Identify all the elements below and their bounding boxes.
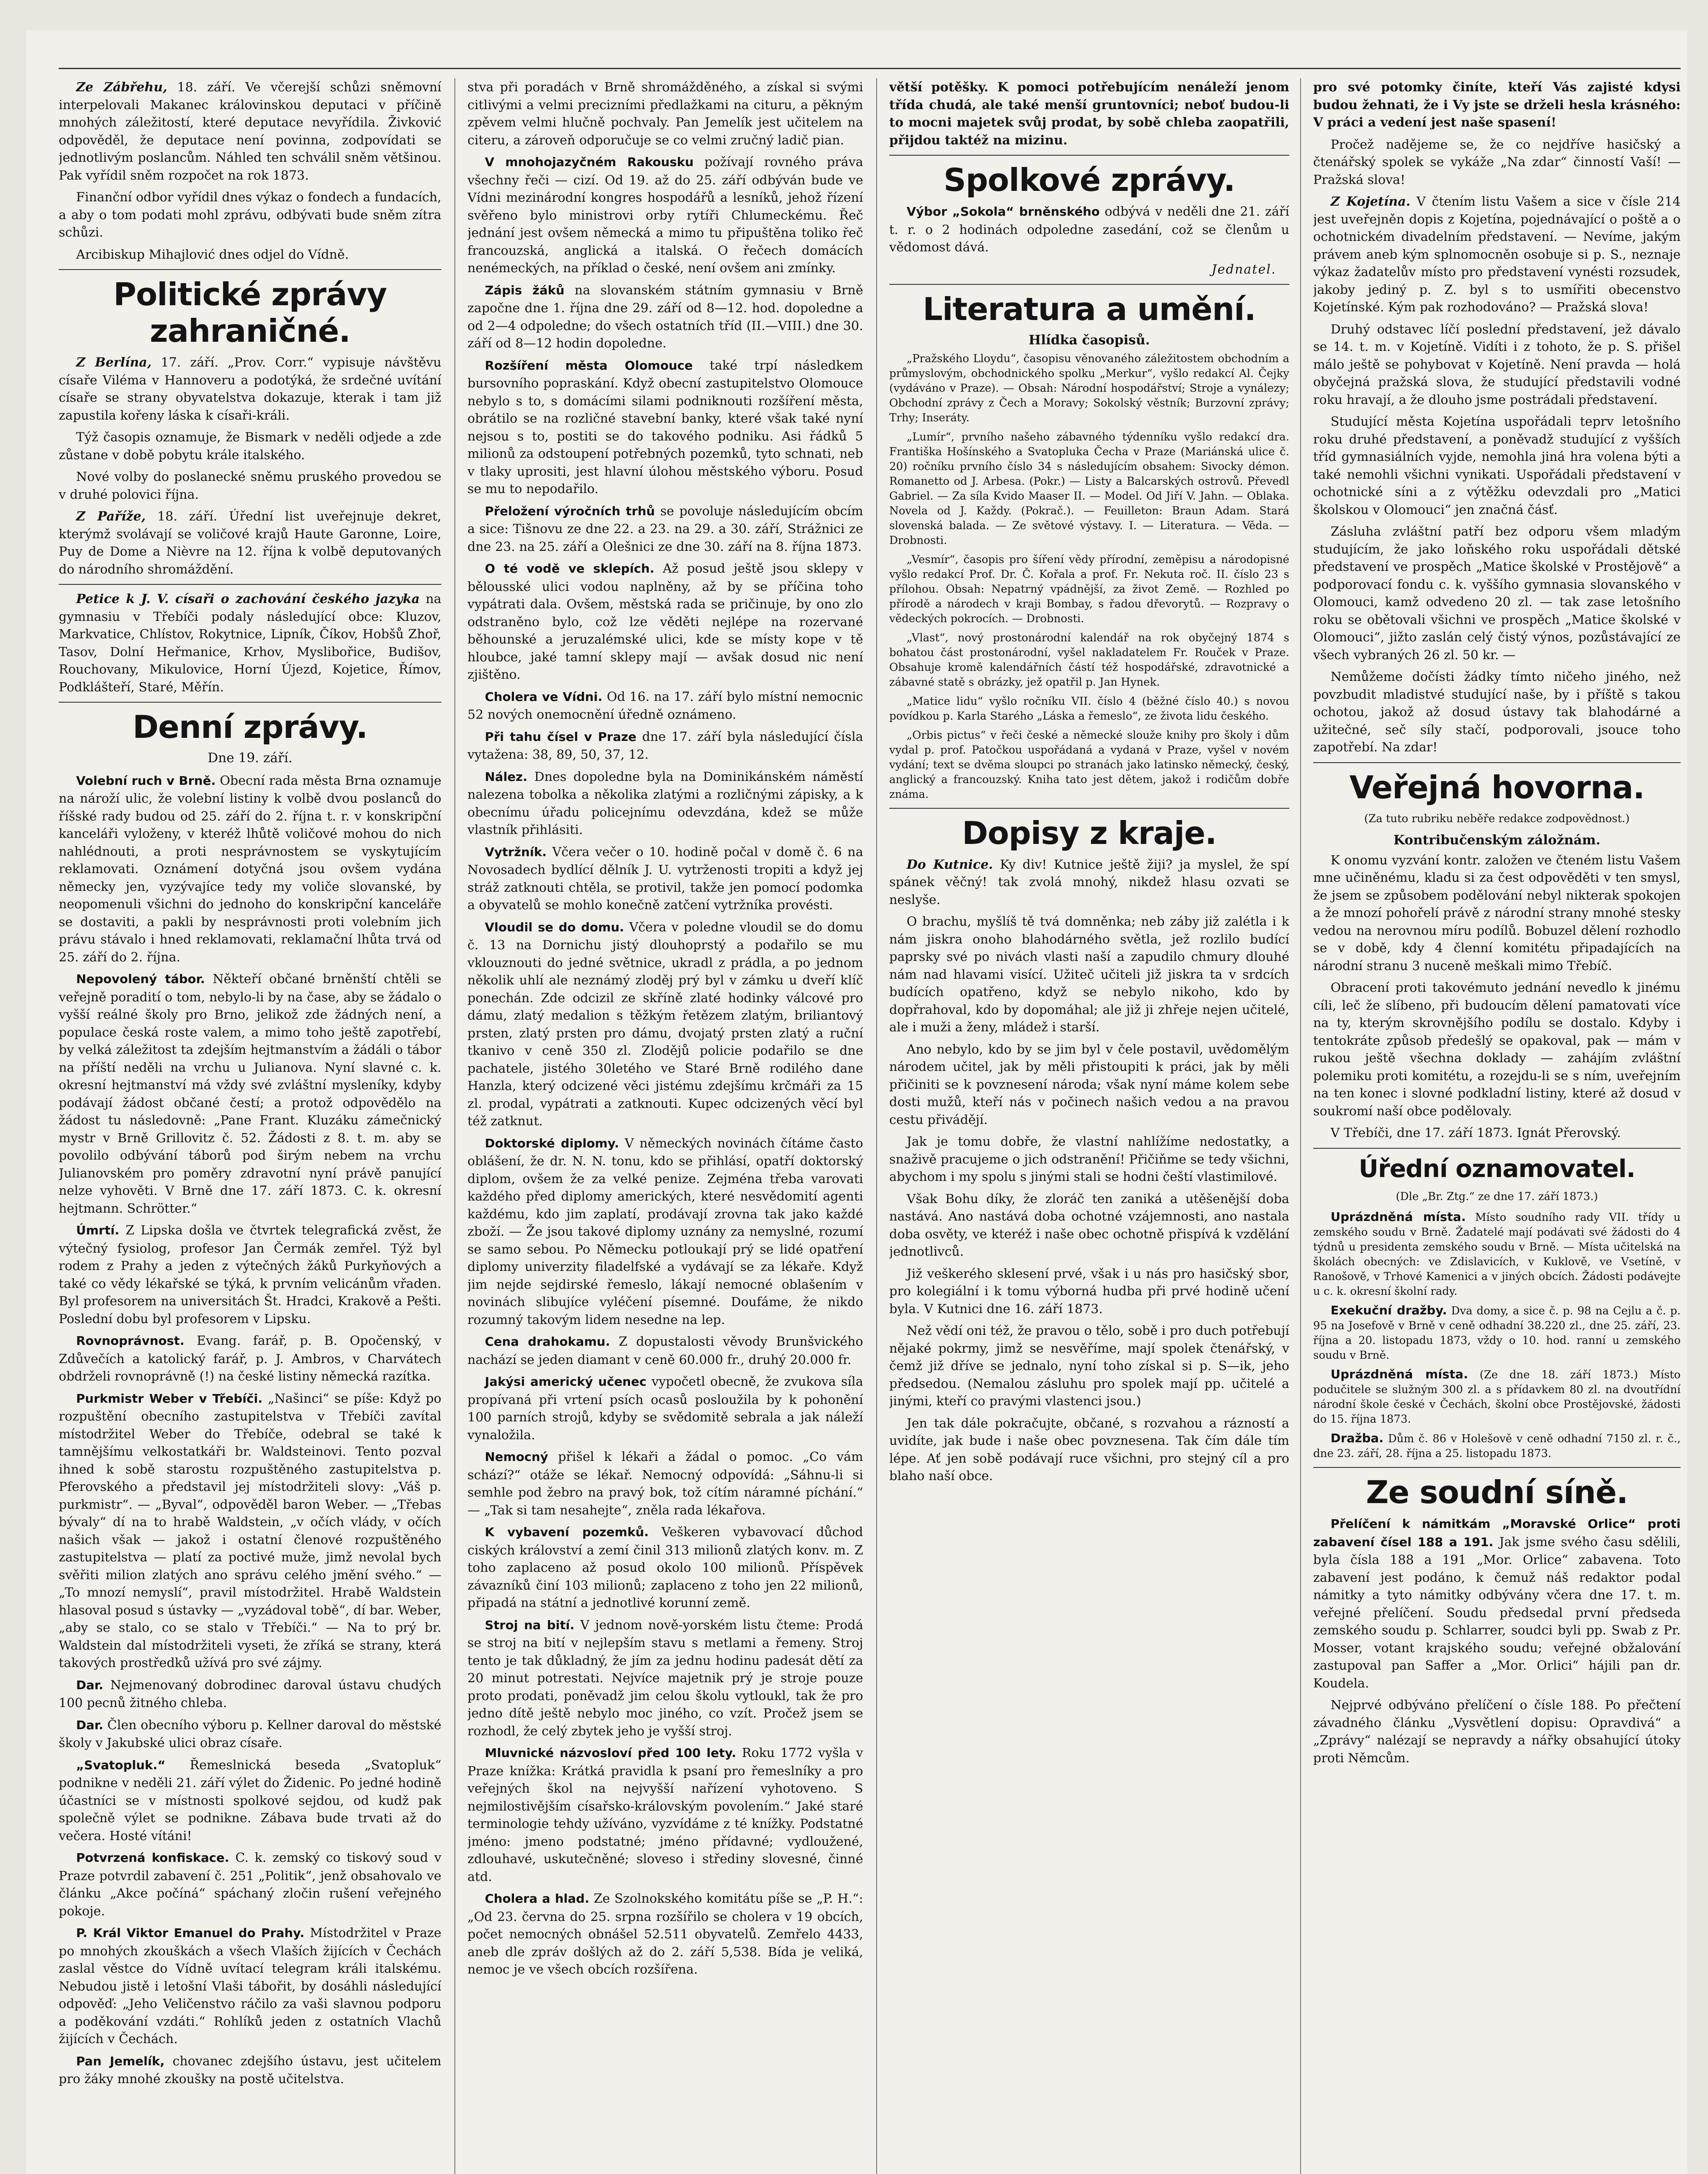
news-item [59, 78, 441, 184]
literature-list [889, 351, 1289, 802]
news-item [889, 856, 1289, 909]
item-lead: Cena drahokamu. [485, 1334, 610, 1349]
item-text: Z dopustalosti věvody Brunšvického nachází se jeden diamant v ceně 60.000 fr., druhý 20.000 fr. [467, 1334, 863, 1367]
item-text: Ky div! Kutnice ještě žiji? ja myslel, že spí spánek věčný! tak zvolá mnohý, nikdež hlasu ozvati se neslyše. [889, 857, 1289, 907]
item-lead: Dar. [76, 1677, 103, 1692]
item-lead: Purkmistr Weber v Třebíči. [76, 1391, 263, 1406]
column-rule [454, 78, 455, 2174]
item-text: Řemeslnická beseda „Svatopluk“ podnikne v neděli 21. září výlet do Židenic. Po jedné hodině účastníci se v místnosti spolkové sejdou, od kudž pak společně výlet se podnikne. Zábava bude trvati až do večera. Hosté vítáni! [59, 1757, 441, 1843]
news-item [59, 507, 441, 578]
column-rule [876, 78, 877, 2174]
news-item [59, 1756, 441, 1845]
news-item [59, 1221, 441, 1327]
item-text: Dům č. 86 v Holešově v ceně odhadní 7150 zl. r. č., dne 23. září, 28. října a 25. listopadu 1873. [1313, 1432, 1681, 1460]
item-text: V Třebíči, dne 17. září 1873. Ignát Přerovský. [1331, 1125, 1621, 1140]
news-item [467, 560, 863, 684]
item-text: Až posud ještě jsou sklepy v bělousské ulici vodou naplněny, až by se příčina toho vypátrati dala. Ovšem, městská rada se pričinuje, by ono zlo odstraněno bylo, což lze věděti nejlépe na rozervané běhounské a jeruzalémské ulici, kde se místy kope v tě hloubce, jaké tamní sklepy mají — avšak dosud nic není zjištěno. [467, 561, 863, 682]
news-item [1313, 320, 1681, 409]
news-item [59, 2052, 441, 2088]
news-item [889, 694, 1289, 724]
news-item [467, 1523, 863, 1612]
petition-text: na gymnasiu v Třebíči podaly následující obce: Kluzov, Markvatice, Chlístov, Rokytnice, Lipník, Číkov, Hobšů Zhoř, Tasov, Dolní Heřmanice, Krhov, Myslibořice, Budišov, Rouchovany, Mikulovice, Horní Újezd, Kojetice, Římov, Podklášteří, Staré, Měřín. [59, 591, 441, 694]
item-place: Z Paříže, [76, 509, 146, 523]
item-text: Než vědí oni též, že pravou o tělo, sobě i pro duch potřebují nějaké pokrmy, jimž se nesvěříme, mají spolek čtenářský, v čemž již dříve se jednalo, nyní toho získal si p. S—ik, jeho předsedou. (Nemalou zásluhu pro spolek mají pp. učitelé a jinými, kteří co pravými vlastenci jsou.) [889, 1323, 1289, 1408]
item-text: Někteří občané brněnští chtěli se veřejně poradití o tom, nebylo-li by na čase, aby se žádalo o vyšší reálné školy pro Brno, jelikož zde žádných není, a populace česká roste valem, a mimo toho ještě zapotřebí, by velká záležitost ta zdejším hejtmanstvím a žádáli o tábor na příští neděli na vrchu u Julianova. Nyní slavné c. k. okresní hejtmanství má vždy své zvláštní mysleníky, kdyby podávají žádost občané čestí; a protož odpovědělo na žádost tu následovně: „Pane Frant. Kluzáku zámečnický mystr v Brně Grillovitz č. 52. Žádosti z 8. t. m. aby se povolilo odbývání táborů pod širým nebem na vrchu Julianovském pro poměry zdravotní nyní právě panující nelze vyhověti. V Brně dne 17. září 1873. C. k. okresní hejtmann. Schrötter.“ [59, 971, 441, 1216]
daily-news-list [59, 772, 441, 2088]
item-lead: Potvrzená konfiskace. [76, 1851, 230, 1865]
item-lead: Výbor „Sokola“ brněnského [907, 204, 1100, 219]
item-lead: K vybavení pozemků. [485, 1525, 649, 1539]
news-item [467, 728, 863, 764]
court-list [1313, 1515, 1681, 1767]
section-rule [59, 269, 441, 270]
news-item [467, 1616, 863, 1740]
section-rule [889, 284, 1289, 285]
item-lead: Rozšíření města Olomouce [485, 358, 693, 373]
column-4 [1313, 78, 1681, 2174]
subheading: Kontribučenským záložnám. [1393, 833, 1601, 848]
item-text: Místo soudního rady VII. třídy u zemského soudu v Brně. Žadatelé mají podávati své žádosti do 4 týdnů u presidenta zemského soudu v Brně. — Místa učitelská na školách obecných: ve Zdislavicích, v Kuklově, ve Vsetíně, v Ranošově, v Trhové Kamenici a v jiných obcích. Žádosti podávejte u c. k. okresní školní rady. [1313, 1211, 1681, 1297]
news-item [59, 246, 441, 263]
item-lead: Jakýsi americký učenec [485, 1374, 647, 1389]
item-text: Již veškerého sklesení prvé, však i u nás pro hasičský sbor, pro kolegiální i k tomu výborná hudba při prvé hodině učení byla. V Kutnici dne 16. září 1873. [889, 1266, 1289, 1316]
item-lead: O té vodě ve sklepích. [485, 561, 654, 576]
news-item [889, 1265, 1289, 1318]
section-heading-public: Veřejná hovorna. [1349, 769, 1645, 806]
news-item [889, 1190, 1289, 1260]
item-text: Nemůžeme dočísti žádky tímto ničeho jiného, než povzbudit mladistvé studující naše, by i příště s takou ochotou, jakož až dosud ústavy tak blahodárné a užitečné, seč síly stačí, podporovali, jsouce toho zapotřebí. Na zdar! [1313, 669, 1681, 754]
column-3 [889, 78, 1289, 2174]
item-text: „Pražského Lloydu“, časopisu věnovaného záležitostem obchodním a průmyslovým, obchodnického spolku „Merkur“, vyšlo redakcí Al. Čejky (vydáváno v Praze). — Obsah: Národní hospodářství; Stroje a vynálezy; Obchodní zprávy z Čech a Moravy; Sokolský věstník; Burzovní zprávy; Trhy; Inseráty. [889, 352, 1289, 424]
col2-news-list [467, 153, 863, 1978]
item-text: Nejmenovaný dobrodinec daroval ústavu chudých 100 pecnů žitného chleba. [59, 1677, 441, 1710]
news-item [889, 203, 1289, 256]
news-item [889, 1040, 1289, 1129]
item-lead: Úmrtí. [76, 1223, 120, 1237]
item-text: Člen obecního výboru p. Kellner daroval do městské školy v Jakubské ulici obraz císaře. [59, 1717, 441, 1750]
news-item [467, 1890, 863, 1978]
item-lead: Nález. [485, 769, 527, 784]
news-item [467, 502, 863, 556]
subheading: Hlídka časopisů. [1028, 333, 1150, 348]
item-text: Místodržitel v Praze po mnohých zkouškách a všech Vlaších žijících v Čechách zaslal věstce do Vídně uvítací telegram králi italskému. Nebudou jistě i letošní Vlaši tábořit, by dosáhli následující odpověď: „Jeho Veličenstvo ráčilo za vaši slavnou podporu a poděkování vzdáti.“ Rohlíků jeden z ostatních Vlachů žijících v Čechách. [59, 1925, 441, 2046]
item-text: Ano nebylo, kdo by se jim byl v čele postavil, uvědomělým národem učitel, jak by měli přistoupiti k práci, jak by měli přičiniti se k povznesení národa; však nyní máme kolem sebe dosti mužů, kteří nás v počinech našich vedou a na pravou cestu přivádějí. [889, 1041, 1289, 1127]
item-text: Z Lipska došla ve čtvrtek telegrafická zvěst, že výtečný fysiolog, profesor Jan Čermák zemřel. Týž byl rodem z Prahy a jeden z výtečných žáků Purkyňových a také co vědy lékařské se týká, k prvním velicánům vřaden. Byl profesorem na universitách Št. Hradci, Krakově a Pešti. Poslední dobu byl profesorem v Lipsku. [59, 1223, 441, 1326]
item-lead: Dar. [76, 1717, 103, 1732]
item-place: Z Kojetína. [1331, 194, 1411, 209]
newspaper-page [26, 30, 1687, 2174]
item-lead: Vytržník. [485, 844, 547, 859]
item-text: Včera večer o 10. hodině počal v domě č. 6 na Novosadech bydlící dělník J. U. vytrženosti tropiti a když jej stráž zatknouti chtěla, se protivil, takže jen pomocí podomka a obyvatelů se mohlo konečně zatčení vytržníka provésti. [467, 844, 863, 912]
section-heading-literature: Literatura a umění. [923, 291, 1256, 327]
notices-list [1313, 1210, 1681, 1461]
news-item [1313, 1303, 1681, 1363]
item-text: „Vesmír“, časopis pro šíření vědy přírodní, zeměpisu a národopisné vyšlo redakcí Prof. Dr. Č. Kořala a prof. Fr. Nekuta roč. II. číslo 23 s přílohou. Obsah: Nepatrný vpádnější, za život Země. — Rozhled po přírodě a národech v kraji Bombay, s řadou dřevorytů. — Rozpravy o vědeckých pokrocích. — Drobnosti. [889, 553, 1289, 625]
news-item [1313, 668, 1681, 756]
item-text: Obecní rada města Brna oznamuje na nároží ulic, že volební listiny k volbě dvou poslanců do říšské rady budou od 25. září do 2. října t. r. v konskripční kanceláři vyloženy, v kteréž lhůtě voličové mohou do nich nahlédnouti, a proti nesprávnostem se vyskytujícím reklamovati. Oznámení dotyčná jsou ovšem vydána německy jen, vyzývajíce tedy my voliče slovanské, by neopomenuli všichni do jednoho do konskripční kanceláře se dostaviti, a pakli by nesprávnosti proti volebním jich právu stávalo i hned reklamovati, reklamační lhůta trvá od 25. září do 2. října. [59, 773, 441, 964]
news-item [467, 1744, 863, 1885]
item-lead: „Svatopluk.“ [76, 1757, 166, 1772]
news-item [1313, 136, 1681, 189]
item-lead: Dražba. [1331, 1431, 1384, 1445]
item-text: Ze Szolnokského komitátu píše se „P. H.“: „Od 23. června do 25. srpna rozšířilo se cholera v 19 obcích, počet nemocných obnášel 52.511 obyvatelů. Zemřelo 4433, aneb dle zpráv došlých až do 2. září 5,538. Bída je veliká, nemoc je ve všech obcích rozšířena. [467, 1891, 863, 1977]
column-rule [1300, 78, 1301, 2174]
item-text: V německých novinách čítáme často oblášení, že dr. N. N. tonu, kdo se přihlásí, opatří doktorský diplom, ovšem že za velké penize. Zejména třeba varovati každého před diplomy amerických, které nesvědomití agenti každému, kdo jim zaplatí, prodávají zrovna tak jako každé zboží. — Že jsou takové diplomy uznány za nemyslné, rozumí se samo sebou. Po Německu potloukají prý se lidé opatření diplomy univerzity filadelfské a vydávají se za lékaře. Když jim nejde sejdirské řemeslo, lákají nemocné oblašením v novinách slibujíce vyléčení písemné. Doufáme, že nikdo rozumný takovým lidem nesedne na lep. [467, 1135, 863, 1327]
item-text: Ve včerejší schůzi sněmovní interpelovali Makanec královinskou deputaci v příčině mnohých záležitostí, které deputace nevyřídila. Živković odpověděl, že deputace není povinna, zodpovídati se jednotlivým poslancům. Náhled ten schválil sněm většinou. Pak vyřídil sněm rozpočet na rok 1873. [59, 80, 441, 183]
section-heading-letters: Dopisy z kraje. [962, 814, 1217, 851]
news-item [1313, 1367, 1681, 1427]
item-text: Druhý odstavec líčí poslední představení, jež dávalo se 14. t. m. v Kojetíně. Vidíti i z tohoto, že p. S. přišel málo ještě se pohybovat v Kojetíně. Není pravda — holá obyčejná pražská slova, že studující představili vodné roku hravají, a že dlouho jsme postrádali představení. [1313, 321, 1681, 407]
section-rule [1313, 762, 1681, 763]
item-lead: Nemocný [485, 1450, 548, 1464]
item-text: (Ze dne 18. září 1873.) Místo podučitele se služným 300 zl. a s přídavkem 80 zl. na dvoutřídní národní škole české v Čechách, školní obce Prostějovské, žádosti do 15. října 1873. [1313, 1368, 1681, 1425]
item-text: Dva domy, a sice č. p. 98 na Cejlu a č. p. 95 na Josefově v Brně v ceně odhadní 38.220 zl., dne 25. září, 23. října a 20. listopadu 1873, vždy o 10. hod. ranní u zemského soudu v Brně. [1313, 1304, 1681, 1361]
news-item [467, 357, 863, 498]
item-text: požívají rovného práva všechny řeči — cizí. Od 19. až do 25. září odbýván bude ve Vídni mezinárodní kongres hospodářů a lesníků, jehož řízení svěřeno bylo ministrovi orby rytíři Chlumeckému. Řeč jednání jest ovšem německá a mimo tu připuštěna toliko řeč francouzská, anglická a italská. O řečech domácích nenémeckých, na příklad o české, není ovšem ani zmínky. [467, 154, 863, 275]
news-item [59, 1716, 441, 1752]
news-item [1313, 851, 1681, 975]
item-text: Včera v poledne vloudil se do domu č. 13 na Dornichu jistý dlouhoprstý a podařilo se mu vklouznouti do jedné světnice, ukradl z prádla, a po jednom několik uhlí ale neznámý zloděj prý byl v zámku u dveří klíč ponechán. Zde odcizil ze skříně zlaté hodinky válcové pro dámu, zlatý medalion s těžkým řetězem zlatým, briliantový prsten, zlatý prsten pro dámu, dvojatý prsten zlatý a ruční tkanivo v ceně 350 zl. Zlodějů policie podařilo se dne pachatele, jistého 30letého ve Staré Brně rodilého dane Hanzla, který odcizené věci jistému zdejšímu krčmáři za 15 zl. prodal, vypátrati a zatknouti. Kupec odcizených věcí byl též zatknut. [467, 919, 863, 1128]
news-item [59, 428, 441, 463]
item-text: Od 16. na 17. září bylo místní nemocnic 52 nových onemocnění úředně oznámeno. [467, 689, 863, 722]
item-text: Úřední list uveřejnuje dekret, kterýmž svolávají se voličové krajů Haute Garonne, Loire, Puy de Dome a Nièvre na 12. října k volbě deputovaných do národního shromáždění. [59, 509, 441, 577]
item-lead: Mluvnické názvosloví před 100 lety. [485, 1746, 737, 1760]
news-item [467, 1373, 863, 1444]
item-text: „Našinci“ se píše: Když po rozpuštění obecního zastupitelstva v Třebíči zavítal místodržitel Weber do Třebíče, odebral se také k tamnějšímu velkostatkáři br. Waldsteinovi. Tento pozval ihned k sobě starostu rozpuštěného zastupitelstva p. Pferovského a představil jej místodržiteli slovy: „Váš p. purkmistr“. — „Byval“, odpověděl baron Weber. — „Třebas bývaly“ dí na to hrabě Waldstein, „v očích vlády, v očích našich však — jakož i ostatní členové rozpuštěného zastupitelstva — platí za poctivé muže, jimž nevolal bych svěřiti milion zlatých ano správu celého jmění svého.“ — „To mnozí nemyslí“, pravil místodržitel. Hrabě Waldstein hlasoval posud s ústavky — „vyzádoval tobě“, dí bar. Weber, „aby se stalo, co se stalo v Třebíči.“ — Na to prý br. Waldstein dal místodržiteli vyseti, že zříká se strany, která takových prostředků užívá pro své zájmy. [59, 1390, 441, 1670]
item-date: 17. září. [160, 355, 219, 370]
news-item [59, 1390, 441, 1672]
item-text: Obracení proti takovémuto jednání nevedlo k jinému cíli, leč že slíbeno, při budoucím dělení pamatovati více na ty, kterým skrovnějšího podílu se dostalo. Kdyby i tentokráte způsob předešlý se opakoval, pak — mám v rukou ještě všechna doklady — zahájím zvláštní polemiku proti komitétu, a rozejdu-li se s ním, uveřejním na ten konec i slovné podkladní listiny, které až dosud v soukromí naší obce podělovaly. [1313, 980, 1681, 1118]
item-lead: Volební ruch v Brně. [76, 773, 216, 788]
item-lead: Zápis žáků [485, 283, 565, 297]
news-item [467, 1448, 863, 1519]
news-item [59, 188, 441, 241]
item-text: Zásluha zvláštní patří bez odporu všem mladým studujícím, že jako loňského roku uspořádali dětské představení ve prospěch „Matice školské v Prostějově“ a podporovací fondu c. k. vyššího gymnasia slovanského v Olomouci, kamž odvedeno 20 zl. — tak zase letošního roku se obětovali všichni ve prospěch „Matice školské v Olomouci“, jižto zaslán celý čistý výnos, pozůstávající ze všech vybraných 26 zl. 50 kr. — [1313, 524, 1681, 662]
news-item [1313, 1124, 1681, 1142]
item-lead: Uprázdněná místa. [1331, 1210, 1466, 1224]
section-heading-daily: Denní zprávy. [132, 709, 367, 745]
item-text: Pročež nadějeme se, že co nejdříve hasičský a čtenářský spolek se vykáže „Na zdar“ činností Vaší! — Pražská slova! [1313, 137, 1681, 187]
item-lead: Uprázdněná místa. [1331, 1367, 1468, 1381]
news-item [59, 772, 441, 966]
item-text: Finanční odbor vyřídil dnes výkaz o fondech a fundacích, a aby o tom podati mohl zprávu, odbývati bude sněm zítra schůzi. [59, 190, 441, 240]
news-item [1313, 979, 1681, 1120]
item-text: dne 17. září byla následující čísla vytažena: 38, 89, 50, 37, 12. [467, 729, 863, 762]
item-lead: Vloudil se do domu. [485, 920, 624, 934]
item-text: Dnes dopoledne byla na Dominikánském náměstí nalezena tobolka a několika zlatými a rozličnými zápisky, a k obecnímu úřadu policejnímu odevzdána, kdež se může vlastník přihlásiti. [467, 769, 863, 837]
item-lead: Cholera ve Vídni. [485, 689, 603, 704]
news-item [467, 1134, 863, 1329]
item-text: K onomu vyzvání kontr. založen ve čteném listu Vašem mne učiněnému, kladu si za čest odpověděti v ten smysl, že jsem se způsobem podělování nebyl nikterak spokojen a že mnozí pohořelí právě z národní strany mnohé stesky vedou na nerovnou míru podílů. Bobuzel dělení rozhodlo se v době, kdy 4 členní komitétu připadajících na národní stranu 3 nuceně meškali mimo Třebíč. [1313, 852, 1681, 973]
news-item [59, 1676, 441, 1712]
section-rule [1313, 1467, 1681, 1468]
news-item [467, 1333, 863, 1368]
item-place: Ze Zábřehu, [76, 80, 167, 94]
item-text: také trpí následkem bursovního popraskání. Když obecní zastupitelstvo Olomouce nebylo s to, s domácími silami podniknouti rozšíření města, obrátilo se na rozličné stavební banky, které však také nyní nejsou s to, postiti se do takového podniku. Asi řádků 5 milionů za odstoupení potřebných pozemků, tyto schnati, neb v tlaky uprositi, jest hlavní úlohou městského výboru. Posud se mu to nepodařilo. [467, 357, 863, 496]
item-date: 18. září. [157, 509, 217, 523]
news-item [467, 843, 863, 914]
daily-date: Dne 19. září. [207, 750, 293, 766]
item-text: Evang. farář, p. B. Opočenský, v Zdůvečích a katolický farář, p. J. Ambros, v Charvátech obdrželi rovnoprávně (!) na české listiny německá razítka. [59, 1333, 441, 1384]
top-rule [59, 68, 1681, 69]
news-item [59, 1924, 441, 2048]
item-text: Týž časopis oznamuje, že Bismark v neděli odjede a zde zůstane v době pobytu krále italského. [59, 430, 441, 462]
continued-text: stva při poradách v Brně shromážděného, a získal si svými citlivými a velmi precizními předlažkami na cituru, a pěkným zpěvem velmi hlučně pochvaly. Pan Jemelík jest učitelem na citeru, a zároveň odporučuje se co velmi zručný ladič pian. [467, 80, 863, 147]
news-item [889, 913, 1289, 1036]
news-item [59, 353, 441, 424]
section-rule [59, 702, 441, 703]
item-text: V jednom nově-yorském listu čteme: Prodá se stroj na bití v nejlepším stavu s metlami a řemeny. Stroj tento je tak důkladný, že jím za jednu hodinu padesát dětí za 20 minut potrestati. Nejvíce majetnik prý je stroje pouze proto prodati, poněvadž jim celou školu vytloukl, tak že pro jedno dítě ještě nebylo moc jiného, co vzít. Pročež jsem se rozhodl, že celý zbytek jeho je vyšší stroj. [467, 1617, 863, 1738]
news-item [889, 430, 1289, 548]
item-lead: Nepovolený tábor. [76, 972, 205, 986]
item-text: se povoluje následujícím obcím a sice: Tišnovu ze dne 22. a 23. na 29. a 30. září, Strážnici ze dne 23. na 25. září a Olešnici ze dne 30. září na 8. října 1873. [467, 503, 863, 554]
editorial-note: (Za tuto rubriku neběře redakce zodpovědnost.) [1364, 812, 1630, 825]
news-item [1313, 193, 1681, 316]
item-text: Jak je tomu dobře, že vlastní nahlížíme nedostatky, a snaživě pracujeme o jich odstranění! Přičiňme se tedy všichni, abychom i my spolu s jinými stali se hodni čeští vlastimilové. [889, 1134, 1289, 1184]
news-item [1313, 1696, 1681, 1767]
column-2 [467, 78, 863, 2174]
section-heading-court: Ze soudní síně. [1366, 1474, 1628, 1510]
item-place: Do Kutnice. [907, 857, 993, 872]
news-item [467, 918, 863, 1130]
item-lead: Cholera a hlad. [485, 1891, 590, 1906]
news-item [889, 351, 1289, 425]
item-lead: Doktorské diplomy. [485, 1136, 619, 1150]
signature: Jednatel. [1211, 261, 1276, 277]
section-heading-politics: Politické zprávy zahraničné. [113, 276, 387, 349]
item-lead: Při tahu čísel v Praze [485, 729, 637, 744]
item-date: 18. září. [177, 80, 236, 94]
item-lead: Přelíčení k námitkám „Moravské Orlice“ proti zabavení čísel 188 a 191. [1313, 1517, 1681, 1549]
section-heading-clubs: Spolkové zprávy. [944, 162, 1235, 198]
item-text: na slovanském státním gymnasiu v Brně započne dne 1. října dne 29. září od 8—12. hod. dopoledne a od 2—4 odpoledne; do všech ostatních tříd (II.—VIII.) dne 30. září od 8—12 hodin dopoledne. [467, 282, 863, 350]
item-place: Z Berlína, [76, 355, 152, 370]
item-text: Studující města Kojetína uspořádali teprv letošního roku druhé představení, a poněvadž studující z vyšších tříd gymnasiálních vyjde, nemohla jiná hra volena býti a také nemohli všichni vynikati. Uspořádali představení v ochotnické síni a z výtěžku odevzdali pro „Matici školskou v Olomouci“ jen značná čásť. [1313, 414, 1681, 517]
news-item [1313, 1431, 1681, 1461]
public-list [1313, 851, 1681, 1142]
letters-list [889, 856, 1289, 1485]
news-item [59, 1332, 441, 1385]
item-text: Roku 1772 vyšla v Praze knížka: Krátká pravidla k psaní pro řemeslníky a pro veřejných škol na nejvyšší nařízení vyhotoveno. S nejmilostivějším císařsko-královským povolením.“ Jaké staré terminologie tehdy užíváno, vyzvídáme z té knížky. Podstatné jméno: jmeno podstatné; jméno přídavné; vydloužené, zdlouhavé, uskutečněné; sloveso i střediny slovesné, činné atd. [467, 1745, 863, 1884]
news-item [1313, 1515, 1681, 1692]
item-text: O brachu, myšlíš tě tvá domněnka; neb záby již zalétla i k nám jiskra onoho blahodárného světla, jež rozlilo budící paprsky své po nivách vlasti naší a zapudilo chmury dlouhé nám nad hlavami visící. Užiteč učiteli již jiskra ta v srdcích budících opatřeno, když se nebylo nikoho, kdo by dopřrahoval, kdo by dopomáhal; ale již ji zhřeje nejen učitelé, ale i muži a ženy, mládež i starší. [889, 914, 1289, 1034]
item-text: Jak jsme svého času sdělili, byla čísla 188 a 191 „Mor. Orlice“ zabavena. Toto zabavení jest podáno, k čemuž náš redaktor podal námitky a tyto námitky odbývány včera dne 17. t. m. veřejné přelíčení. Soudu předsedal první předseda zemského soudu p. Schlarrer, soudci byli pp. Swab z Pr. Mosser, votant krajského soudu; veřejné obžalování zastupoval pan Saffer a „Mor. Orlici“ hájili pan dr. Koudela. [1313, 1534, 1681, 1691]
section-rule [889, 808, 1289, 809]
item-text: Nové volby do poslanecké sněmu pruského provedou se v druhé polovici října. [59, 469, 441, 502]
news-item [467, 281, 863, 352]
news-item [889, 630, 1289, 690]
notices-note: (Dle „Br. Ztg.“ ze dne 17. září 1873.) [1396, 1190, 1598, 1203]
item-text: „Orbis pictus“ v řeči české a německé slouže knihy pro školy i dům vydal p. prof. Patočkou uspořádaná a vydaná v Praze, vyšel v novém vydání; text se dvěma sloupci po stranách jako latinsko německý, český, anglický a francouzský. Kniha tato jest dětem, jakož i rodičům dobře známa. [889, 728, 1289, 800]
section-rule [1313, 1148, 1681, 1149]
item-text: odbývá v neděli dne 21. září t. r. o 2 hodinách odpoledne zasedání, což se členům u vědomost dává. [889, 204, 1289, 254]
item-text: V čtením listu Vašem a sice v čísle 214 jest uveřejněn dopis z Kojetína, pojednávající o poště a o ochotnickém divadelním představení. — Nevíme, jakým právem aneb kým splnomocněn osobuje si p. S., neznaje výkaz žadatelův místo pro představení vynésti rozsudek, jakoby jediný p. Z. byl s to usmířiti obecenstvo Kojetínské. Kým pak rozhodováno? — Pražská slova! [1313, 194, 1681, 314]
item-text: C. k. zemský co tiskový soud v Praze potvrdil zabavení č. 251 „Politik“, jenž obsahovalo ve článku „Akce počíná“ spáchaný zločin rušení veřejného pokoje. [59, 1850, 441, 1918]
item-text: „Lumír“, prvního našeho zábavného týdenníku vyšlo redakcí dra. Františka Hošínského a Svatopluka Čecha v Praze (Mariánská ulice č. 20) ročníku prvního číslo 34 s následujícím obsahem: Sivocky démon. Romanetto od J. Arbesa. (Pokr.) — Listy a Balcarských ostrovů. Převedl Gabriel. — Za síla Kvido Maaser II. — Model. Od Jiří V. Jahn. — Oblaka. Novela od J. Každy. (Pokrač.). — Feuilleton: Braun Adam. Stará slovenská balada. — Ze světové výstavy. I. — Literatura. — Věda. — Drobnosti. [889, 430, 1289, 547]
news-item [889, 1133, 1289, 1186]
item-lead: Stroj na bití. [485, 1617, 575, 1632]
item-lead: Přeložení výročních trhů [485, 503, 655, 518]
news-item [889, 1414, 1289, 1485]
news-item [889, 728, 1289, 802]
section-rule [889, 155, 1289, 156]
col4-news-list [1313, 136, 1681, 756]
news-item [467, 153, 863, 277]
item-text: Však Bohu díky, že zloráč ten zaniká a utěšenější doba nastává. Ano nastává doba ochotné vzájemnosti, ano nastala doba osvěty, ve kteréž i naše obec ochotně přispívá k vzdělání jednotlivců. [889, 1191, 1289, 1259]
news-item [467, 688, 863, 724]
news-item [1313, 1210, 1681, 1299]
item-text: Nejprvé odbýváno přelíčení o čísle 188. Po přečtení závadného článku „Vysvětlení dopisu: Opravdivá“ a „Zprávy“ nalézají se nepravdy a nářky obsahující útoky proti Němcům. [1313, 1697, 1681, 1765]
continued-text: větší potěšky. K pomoci potřebujícím nenáleží jenom třída chudá, ale také menší gruntovníci; neboť budou-li to mocni majetek svůj prodat, by sobě chleba zaopatřili, přijdou taktéž na mizinu. [889, 80, 1289, 147]
petition-title: Petice k J. V. císaři o zachování českého jazyka [76, 591, 420, 606]
item-text: Veškeren vybavovací důchod ciských království a zemí činil 313 milionů zlatých konv. m. Z toho zaplaceno až posud okolo 100 milionů. Příspěvek závazníků činí 103 milionů; zaplaceno z toho jen 22 milionů, připadá na státní a jednotlivé korunní země. [467, 1524, 863, 1610]
news-item [59, 1849, 441, 1920]
petition-item [59, 590, 441, 696]
item-text: Jen tak dále pokračujte, občané, s rozvahou a rázností a uvidíte, jak bude i naše obec povznesena. Tak čím dále tím lépe. Ať jen sobě podávají ruce všichni, pro stejný cíl a pro blaho naší obce. [889, 1415, 1289, 1483]
item-text: vypočetl obecně, že zvukova síla propívaná při vrtení psích ocasů posloužila by k pohonění 100 parních strojů, kdyby se svědomitě sebrala a jak náleží vynaložila. [467, 1374, 863, 1442]
item-lead: Exekuční dražby. [1331, 1303, 1447, 1317]
item-text: „Matice lidu“ vyšlo ročníku VII. číslo 4 (běžné číslo 40.) s novou povídkou p. Karla Starého „Láska a řemeslo“, ze života lidu českého. [889, 694, 1289, 722]
news-item [889, 1322, 1289, 1410]
section-rule [59, 584, 441, 585]
news-item [1313, 523, 1681, 664]
news-item [1313, 413, 1681, 518]
news-item [59, 970, 441, 1217]
section-heading-notices: Úřední oznamovatel. [1358, 1154, 1635, 1183]
top-items [59, 78, 441, 263]
item-text: „Prov. Corr.“ vypisuje návštěvu císaře Viléma v Hannoveru a podotýká, že srdečné uvítání císaře se strany obyvatelstva dokazuje, kterak i tam již zapustila kořeny láska k císaři-králi. [59, 355, 441, 423]
item-text: chovanec zdejšího ústavu, jest učitelem pro žáky mnohé zkoušky na postě učitelstva. [59, 2053, 441, 2086]
item-lead: V mnohojazyčném Rakousku [485, 155, 694, 169]
news-item [59, 468, 441, 503]
item-text: „Vlast“, nový prostonárodní kalendář na rok obyčejný 1874 s bohatou část prostonárodní, vyšel nakladatelem Fr. Rouček v Praze. Obsahuje kromě kalendářních částí též hospodářské, zdravotnické a zábavné statě s obrázky, jež opatřil p. Jan Hynek. [889, 631, 1289, 688]
item-lead: P. Král Viktor Emanuel do Prahy. [76, 1926, 305, 1940]
item-text: přišel k lékaři a žádal o pomoc. „Co vám schází?“ otáže se lékař. Nemocný odpovídá: „Sáhnu-li si semhle pod žebro na pravý bok, tož cítím náramné píchání.“ — „Tak si tam nesahejte“, zněla rada lékařova. [467, 1449, 863, 1517]
item-lead: Rovnoprávnost. [76, 1334, 185, 1348]
news-item [889, 552, 1289, 626]
continued-text: pro své potomky činíte, kteří Vás zajisté kdysi budou žehnati, že i Vy jste se drželi hesla krásného: V práci a vedení jest naše spasení! [1313, 80, 1681, 130]
news-item [467, 768, 863, 839]
item-text: Arcibiskup Mihajlović dnes odjel do Vídně. [76, 247, 349, 262]
item-lead: Pan Jemelík, [76, 2054, 165, 2068]
column-1 [59, 78, 441, 2174]
